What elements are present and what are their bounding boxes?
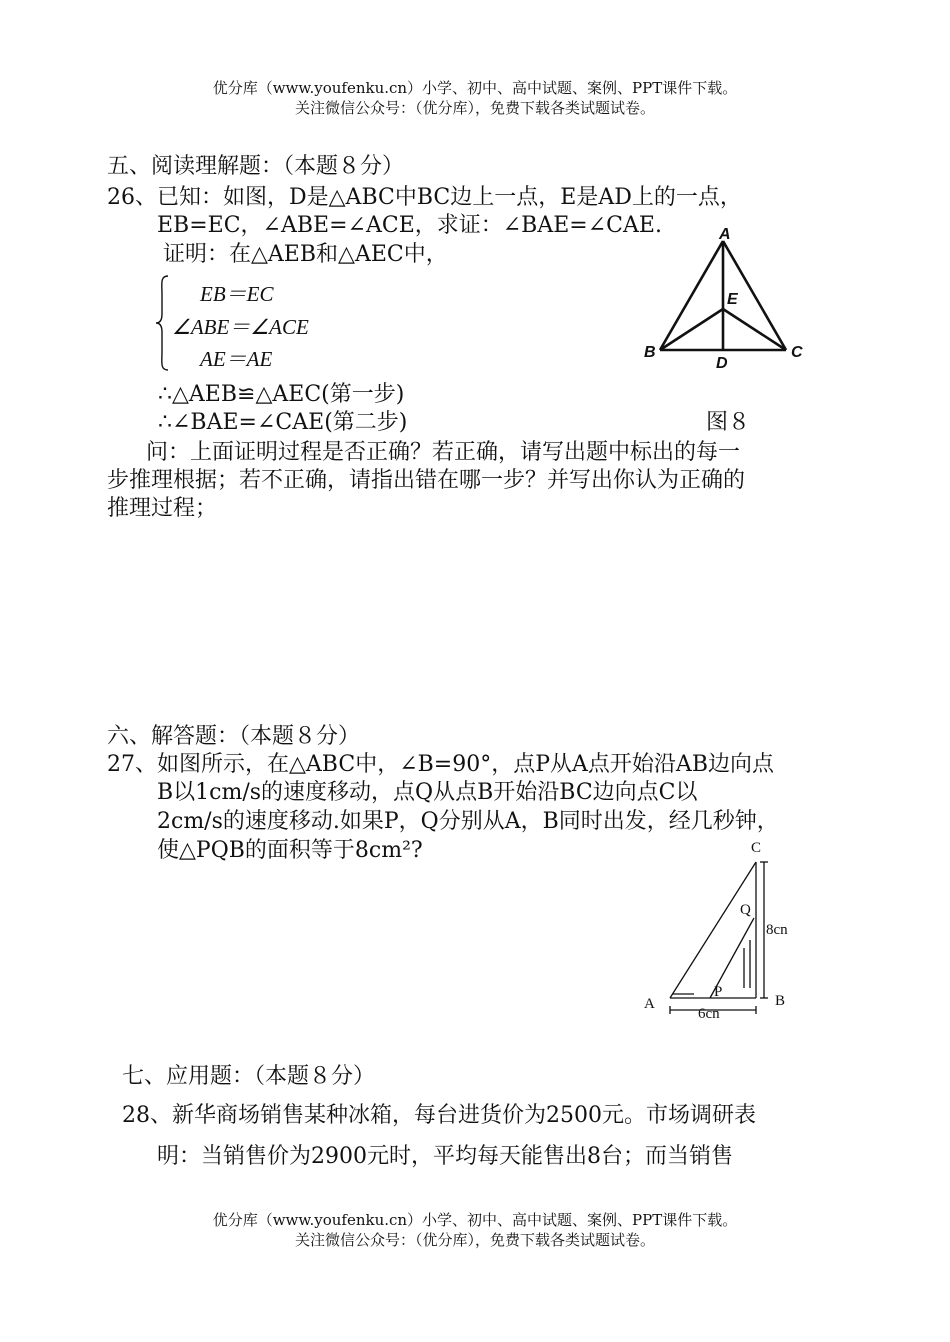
- footer-line-2: 关注微信公众号：（优分库），免费下载各类试题试卷。: [294, 1231, 655, 1249]
- question-line-2: 步推理根据；若不正确，请指出错在哪一步？并写出你认为正确的: [107, 468, 746, 493]
- header-line-2: 关注微信公众号：（优分库），免费下载各类试题试卷。: [294, 99, 655, 117]
- fig8-label-a: A: [719, 226, 731, 243]
- q27-line-1: 27、如图所示，在△ABC中，∠B=90°，点P从A点开始沿AB边向点: [107, 752, 774, 777]
- edge-ab: [660, 241, 723, 350]
- q26-line-2: EB=EC，∠ABE=∠ACE，求证：∠BAE=∠CAE.: [157, 213, 662, 238]
- fig27-label-c: C: [751, 840, 762, 856]
- figure-8-triangle: [636, 222, 816, 374]
- q27-right-triangle-figure: [636, 834, 806, 1024]
- edge-ac: [670, 862, 756, 998]
- fig8-label-d: D: [716, 355, 728, 372]
- question-line-3: 推理过程；: [107, 496, 218, 521]
- segment-ce: [723, 309, 786, 350]
- q27-line-4: 使△PQB的面积等于8cm²?: [157, 838, 423, 863]
- q27-line-3: 2cm/s的速度移动.如果P，Q分别从A，B同时出发，经几秒钟，: [157, 809, 779, 834]
- fig27-label-a: A: [644, 996, 655, 1012]
- fig27-label-b: B: [775, 993, 786, 1009]
- fig27-label-8cm: 8cn: [766, 922, 788, 938]
- proof-intro: 证明：在△AEB和△AEC中，: [163, 242, 448, 267]
- fig27-label-q: Q: [740, 902, 751, 918]
- fig27-label-6cm: 6cn: [698, 1006, 720, 1022]
- header-line-1: 优分库（www.youfenku.cn）小学、初中、高中试题、案例、PPT课件下载。: [212, 79, 738, 97]
- proof-step-1: ∴△AEB≌△AEC(第一步): [158, 382, 405, 407]
- section5-title: 五、阅读理解题：（本题８分）: [107, 154, 405, 179]
- left-brace: [154, 274, 174, 372]
- q27-line-2: B以1cm/s的速度移动，点Q从点B开始沿BC边向点C以: [157, 780, 698, 805]
- fig27-label-p: P: [714, 984, 723, 1000]
- proof-equation-3: AE＝AE: [200, 347, 273, 371]
- fig8-label-e: E: [727, 291, 738, 308]
- q28-line-2: 明：当销售价为2900元时，平均每天能售出8台；而当销售: [157, 1144, 733, 1169]
- q26-line-1: 26、已知：如图，D是△ABC中BC边上一点，E是AD上的一点，: [107, 185, 742, 210]
- figure-8-caption: 图８: [706, 410, 751, 435]
- proof-step-2: ∴∠BAE=∠CAE(第二步): [158, 410, 408, 435]
- proof-equation-1: EB＝EC: [200, 282, 274, 306]
- section6-title: 六、解答题：（本题８分）: [107, 724, 361, 749]
- proof-equation-2: ∠ABE＝∠ACE: [172, 315, 309, 339]
- footer-line-1: 优分库（www.youfenku.cn）小学、初中、高中试题、案例、PPT课件下载。: [212, 1211, 738, 1229]
- fig8-label-b: B: [644, 344, 656, 361]
- section7-title: 七、应用题：（本题８分）: [122, 1064, 376, 1089]
- q28-line-1: 28、新华商场销售某种冰箱，每台进货价为2500元。市场调研表: [122, 1103, 756, 1128]
- segment-be: [660, 309, 723, 350]
- fig8-label-c: C: [791, 344, 803, 361]
- question-line-1: 问：上面证明过程是否正确？若正确，请写出题中标出的每一: [146, 440, 741, 465]
